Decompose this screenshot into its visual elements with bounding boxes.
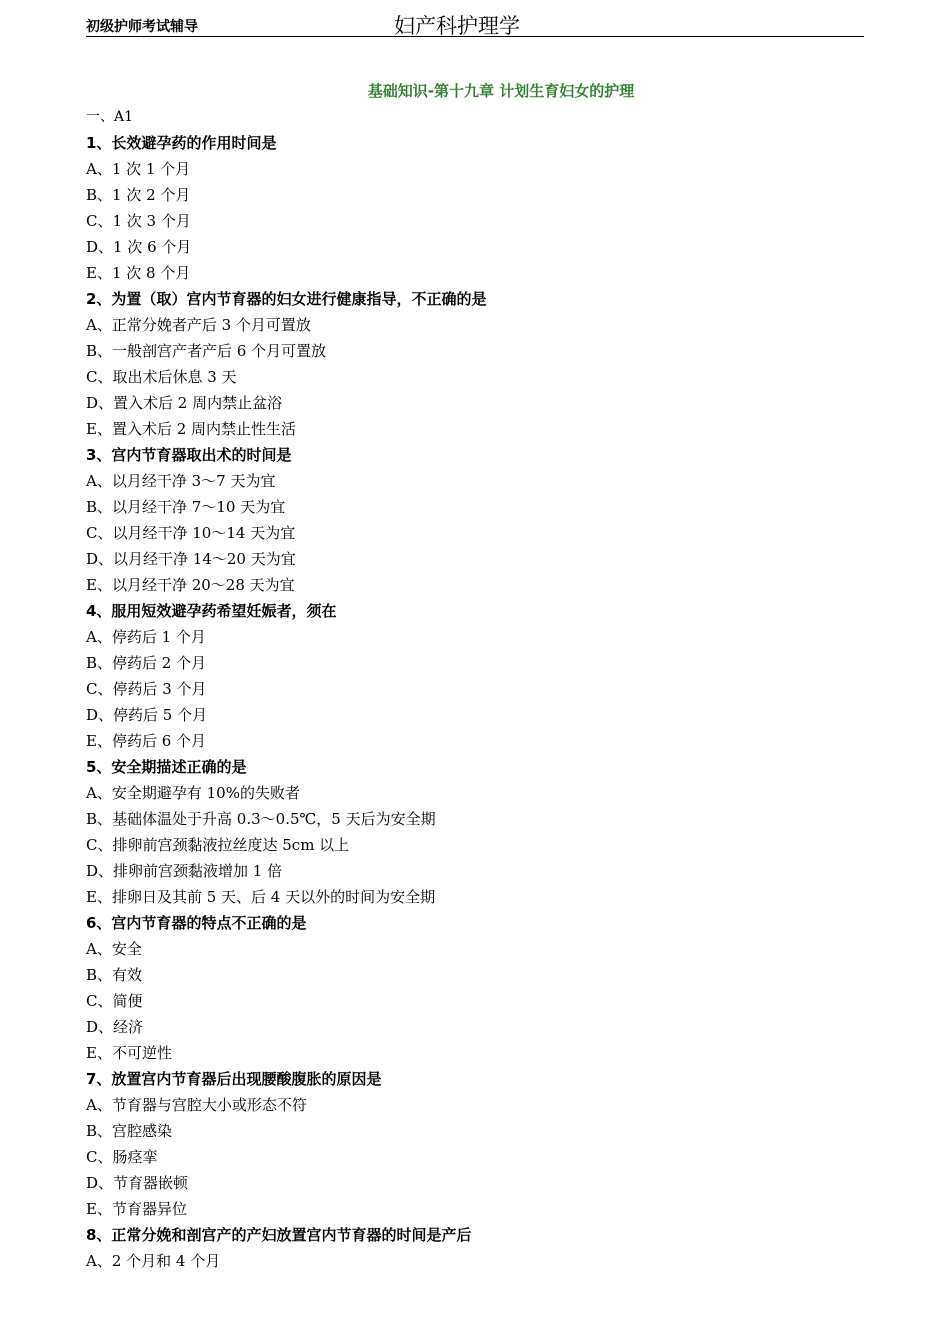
- answer-option: B、停药后 2 个月: [86, 654, 207, 672]
- answer-option: C、排卵前宫颈黏液拉丝度达 5cm 以上: [86, 836, 350, 854]
- answer-option: D、以月经干净 14～20 天为宜: [86, 550, 296, 568]
- chapter-title: 基础知识-第十九章 计划生育妇女的护理: [367, 82, 635, 100]
- answer-option: E、1 次 8 个月: [86, 264, 191, 282]
- header-course-label: 初级护师考试辅导: [86, 19, 198, 35]
- answer-option: C、1 次 3 个月: [86, 212, 191, 230]
- answer-option: C、简便: [86, 992, 143, 1010]
- answer-option: E、置入术后 2 周内禁止性生活: [86, 420, 297, 438]
- answer-option: D、1 次 6 个月: [86, 238, 192, 256]
- page-header: [86, 10, 864, 37]
- answer-option: C、取出术后休息 3 天: [86, 368, 237, 386]
- answer-option: B、有效: [86, 966, 143, 984]
- question-stem: 3、宫内节育器取出术的时间是: [86, 446, 292, 464]
- answer-option: A、正常分娩者产后 3 个月可置放: [86, 316, 311, 334]
- answer-option: B、1 次 2 个月: [86, 186, 191, 204]
- answer-option: D、停药后 5 个月: [86, 706, 208, 724]
- answer-option: C、停药后 3 个月: [86, 680, 207, 698]
- answer-option: C、以月经干净 10～14 天为宜: [86, 524, 296, 542]
- answer-option: E、排卵日及其前 5 天、后 4 天以外的时间为安全期: [86, 888, 436, 906]
- question-stem: 5、安全期描述正确的是: [86, 758, 247, 776]
- answer-option: B、一般剖宫产者产后 6 个月可置放: [86, 342, 327, 360]
- question-stem: 4、服用短效避孕药希望妊娠者，须在: [86, 602, 337, 620]
- answer-option: B、以月经干净 7～10 天为宜: [86, 498, 286, 516]
- answer-option: A、2 个月和 4 个月: [86, 1252, 221, 1270]
- header-subject-title: 妇产科护理学: [394, 14, 520, 38]
- answer-option: D、节育器嵌顿: [86, 1174, 189, 1192]
- question-list: [86, 104, 864, 1274]
- answer-option: C、肠痉挛: [86, 1148, 158, 1166]
- answer-option: D、排卵前宫颈黏液增加 1 倍: [86, 862, 283, 880]
- answer-option: A、停药后 1 个月: [86, 628, 206, 646]
- question-stem: 6、宫内节育器的特点不正确的是: [86, 914, 307, 932]
- answer-option: A、节育器与宫腔大小或形态不符: [86, 1096, 307, 1114]
- answer-option: D、置入术后 2 周内禁止盆浴: [86, 394, 283, 412]
- answer-option: A、以月经干净 3～7 天为宜: [86, 472, 276, 490]
- section-label: 一、A1: [86, 109, 134, 125]
- answer-option: E、不可逆性: [86, 1044, 172, 1062]
- question-stem: 7、放置宫内节育器后出现腰酸腹胀的原因是: [86, 1070, 382, 1088]
- answer-option: A、安全期避孕有 10%的失败者: [86, 784, 300, 802]
- answer-option: A、安全: [86, 940, 142, 958]
- answer-option: D、经济: [86, 1018, 144, 1036]
- answer-option: E、停药后 6 个月: [86, 732, 207, 750]
- answer-option: A、1 次 1 个月: [86, 160, 191, 178]
- answer-option: E、节育器异位: [86, 1200, 187, 1218]
- answer-option: E、以月经干净 20～28 天为宜: [86, 576, 295, 594]
- question-stem: 8、正常分娩和剖宫产的产妇放置宫内节育器的时间是产后: [86, 1226, 472, 1244]
- question-stem: 1、长效避孕药的作用时间是: [86, 134, 277, 152]
- answer-option: B、宫腔感染: [86, 1122, 173, 1140]
- answer-option: B、基础体温处于升高 0.3～0.5℃，5 天后为安全期: [86, 810, 436, 828]
- question-stem: 2、为置（取）宫内节育器的妇女进行健康指导，不正确的是: [86, 290, 487, 308]
